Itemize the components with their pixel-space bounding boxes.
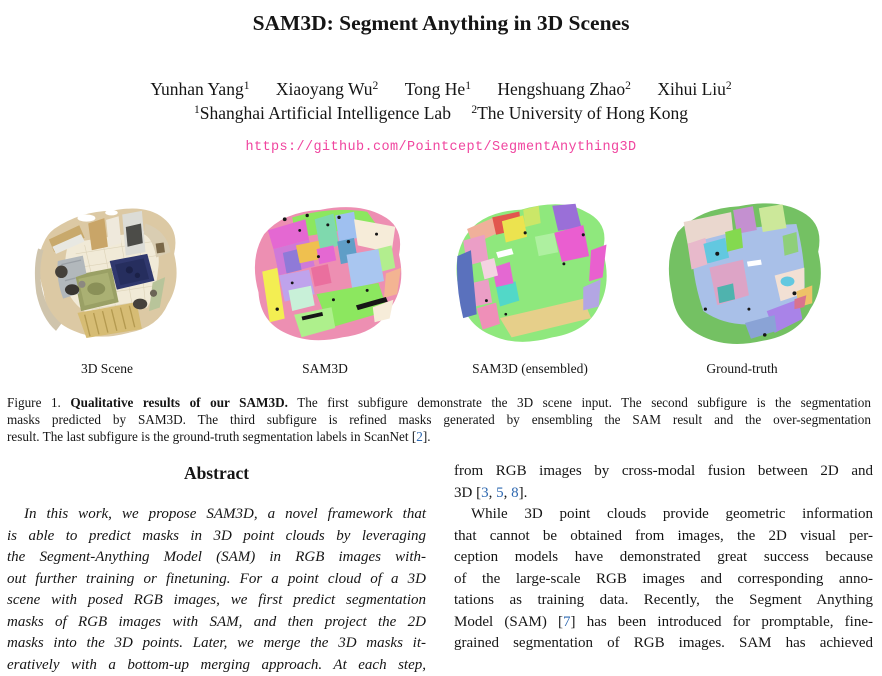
- subfigure-label: 3D Scene: [22, 361, 192, 377]
- author: [405, 79, 471, 99]
- intro-line: [454, 483, 873, 505]
- caption-figure-number: Figure 1.: [7, 395, 70, 410]
- author-affiliation-mark: 2: [625, 80, 631, 92]
- author-name: Yunhan Yang: [150, 79, 243, 99]
- citation-link[interactable]: 7: [563, 614, 571, 630]
- affiliation-name: The University of Hong Kong: [477, 103, 688, 123]
- author: [497, 79, 631, 99]
- figure-caption: [7, 394, 871, 446]
- abstract-line: masks of RGB images with SAM, and then project the 2D: [7, 612, 426, 634]
- author-name: Hengshuang Zhao: [497, 79, 625, 99]
- author-affiliation-mark: 1: [244, 80, 250, 92]
- paper-title: SAM3D: Segment Anything in 3D Scenes: [0, 11, 882, 36]
- citation-link[interactable]: 8: [511, 485, 519, 501]
- intro-line: from RGB images by cross-modal fusion between 2D and: [454, 461, 873, 483]
- author-affiliation-mark: 1: [465, 80, 471, 92]
- abstract-line: scene with posed RGB images, we first predict segmentation: [7, 590, 426, 612]
- author-name: Xiaoyang Wu: [276, 79, 373, 99]
- caption-bold-title: Qualitative results of our SAM3D.: [70, 395, 288, 410]
- affiliation-name: Shanghai Artificial Intelligence Lab: [200, 103, 451, 123]
- introduction-text: [454, 461, 873, 655]
- citation-link[interactable]: 5: [496, 485, 504, 501]
- author-affiliation-mark: 2: [726, 80, 732, 92]
- intro-text: 3D [: [454, 485, 481, 501]
- abstract-line: the Segment-Anything Model (SAM) in RGB images with-: [7, 547, 426, 569]
- intro-text: ] has been introduced for promptable, fine-: [571, 614, 873, 630]
- subfigure-label: SAM3D (ensembled): [438, 361, 622, 377]
- intro-line: While 3D point clouds provide geometric information: [454, 504, 873, 526]
- affiliation: [194, 103, 451, 123]
- affiliation-line: [0, 103, 882, 124]
- intro-line: [454, 612, 873, 634]
- sam3d-segmentation-render: [236, 192, 414, 356]
- author-line: [0, 79, 882, 100]
- intro-line: of the large-scale RGB images and corresponding anno-: [454, 569, 873, 591]
- figure-ground-truth-image: [648, 192, 836, 356]
- intro-line: tations as training data. Recently, the Segment Anything: [454, 590, 873, 612]
- caption-text: result. The last subfigure is the ground-truth segmentation labels in ScanNet [: [7, 429, 416, 444]
- figure-3d-scene-image: [22, 192, 192, 356]
- abstract-line: masks into the 3D points. Later, we merge the 3D masks it-: [7, 633, 426, 655]
- 3d-scene-render: [22, 192, 192, 356]
- affiliation: [471, 103, 688, 123]
- citation-link[interactable]: 2: [416, 429, 423, 444]
- intro-line: grained segmentation of RGB images. SAM has achieved: [454, 633, 873, 655]
- affiliation-mark: 1: [194, 104, 200, 116]
- caption-line: [7, 394, 871, 411]
- caption-line: [7, 428, 871, 445]
- abstract-paragraph: [7, 504, 426, 676]
- caption-line: masks predicted by SAM3D. The third subfigure is refined masks generated by ensembling the SAM result and the over-segmentation: [7, 411, 871, 428]
- intro-text: Model (SAM) [: [454, 614, 563, 630]
- sam3d-ensembled-render: [438, 192, 622, 356]
- caption-text: ].: [423, 429, 431, 444]
- intro-line: ception models have demonstrated great success because: [454, 547, 873, 569]
- abstract-line: In this work, we propose SAM3D, a novel framework that: [7, 504, 426, 526]
- abstract-line: eratively with a bottom-up merging approach. At each step,: [7, 655, 426, 676]
- intro-text: ,: [504, 485, 512, 501]
- caption-text: The first subfigure demonstrate the 3D scene input. The second subfigure is the segmentation: [288, 395, 871, 410]
- author-affiliation-mark: 2: [373, 80, 379, 92]
- figure-sam3d-ensembled-image: [438, 192, 622, 356]
- affiliation-mark: 2: [471, 104, 477, 116]
- author: [657, 79, 731, 99]
- citation-link[interactable]: 3: [481, 485, 489, 501]
- author: [150, 79, 249, 99]
- subfigure-label: SAM3D: [236, 361, 414, 377]
- abstract-line: is able to predict masks in 3D point clouds by leveraging: [7, 526, 426, 548]
- intro-line: that cannot be obtained from images, the 2D visual per-: [454, 526, 873, 548]
- abstract-line: out further training or finetuning. For a point cloud of a 3D: [7, 569, 426, 591]
- project-repo-link[interactable]: https://github.com/Pointcept/SegmentAnything3D: [0, 140, 882, 155]
- intro-text: ,: [489, 485, 497, 501]
- figure-sam3d-image: [236, 192, 414, 356]
- author: [276, 79, 378, 99]
- intro-text: ].: [519, 485, 528, 501]
- ground-truth-render: [648, 192, 836, 356]
- author-name: Xihui Liu: [657, 79, 726, 99]
- abstract-heading: Abstract: [7, 463, 426, 484]
- author-name: Tong He: [405, 79, 466, 99]
- subfigure-label: Ground-truth: [648, 361, 836, 377]
